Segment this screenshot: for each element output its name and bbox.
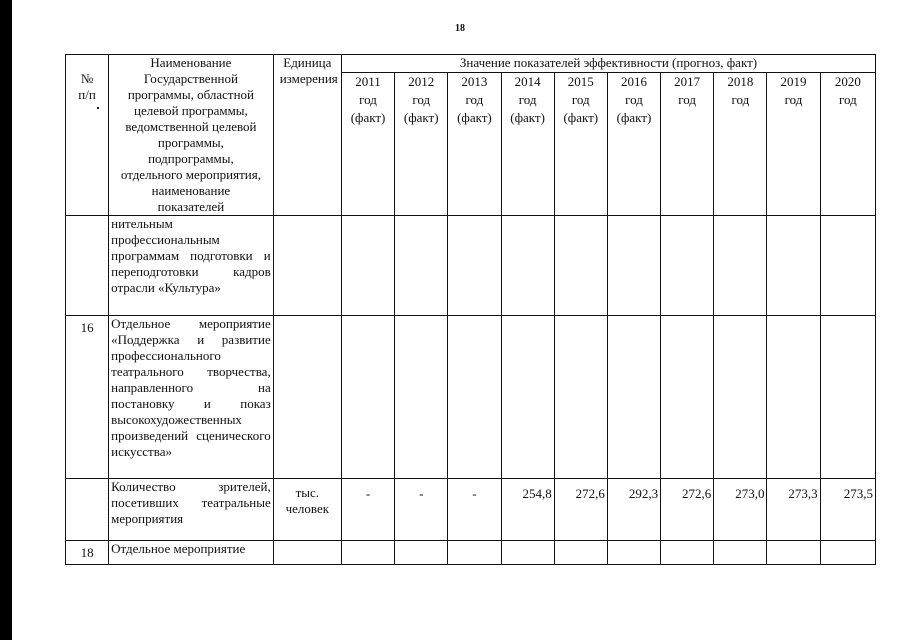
value-cell-2014 (501, 316, 554, 479)
value-cell-2015 (554, 216, 607, 316)
header-year-word: год (465, 92, 484, 107)
header-year-word: год (625, 92, 643, 107)
header-year-year: 2016 (620, 74, 647, 89)
header-name (109, 55, 274, 216)
row-unit: тыс. человек (273, 479, 341, 541)
header-year-word: год (412, 92, 431, 107)
header-unit (273, 55, 341, 216)
header-year-2011 (341, 73, 394, 216)
header-year-year: 2012 (408, 74, 435, 89)
value-cell-2012 (395, 216, 448, 316)
header-year-word: год (518, 92, 537, 107)
header-year-2016 (607, 73, 660, 216)
table-row (66, 316, 876, 479)
row-name: Отдельное мероприятие (109, 541, 274, 565)
header-num (66, 55, 109, 216)
header-year-year: 2013 (461, 74, 488, 89)
value-cell-2012 (395, 316, 448, 479)
value-cell-2013: - (448, 479, 501, 541)
indicators-table (65, 54, 876, 565)
value-cell-2015 (554, 316, 607, 479)
value-cell-2015 (554, 541, 607, 565)
value-cell-2014: 254,8 (501, 479, 554, 541)
header-year-year: 2020 (834, 74, 861, 89)
header-year-2019 (767, 73, 820, 216)
header-unit-text: Единица измерения (279, 55, 338, 86)
table-body (66, 216, 876, 565)
header-year-year: 2017 (674, 74, 701, 89)
row-number (66, 216, 109, 316)
value-cell-2019: 273,3 (767, 479, 820, 541)
header-year-2020 (820, 73, 875, 216)
row-name: Количество зрителей, посетивших театральные мероприятия (109, 479, 274, 541)
value-cell-2016 (607, 541, 660, 565)
value-cell-2013 (448, 541, 501, 565)
table-row (66, 541, 876, 565)
header-year-word: год (784, 92, 803, 107)
header-num-text: № п/п (78, 71, 96, 102)
value-cell-2013 (448, 316, 501, 479)
value-cell-2020 (820, 216, 875, 316)
value-cell-2014 (501, 216, 554, 316)
value-cell-2017 (661, 316, 714, 479)
header-year-2017 (661, 73, 714, 216)
value-cell-2011 (341, 316, 394, 479)
table-row (66, 479, 876, 541)
value-cell-2019 (767, 216, 820, 316)
header-year-2015 (554, 73, 607, 216)
header-year-word: год (678, 92, 697, 107)
value-cell-2019 (767, 316, 820, 479)
header-year-note: (факт) (457, 110, 492, 125)
header-year-word: год (359, 92, 377, 107)
value-cell-2015: 272,6 (554, 479, 607, 541)
header-year-year: 2018 (727, 74, 754, 89)
value-cell-2019 (767, 541, 820, 565)
header-year-word: год (731, 92, 750, 107)
page-number: 18 (455, 23, 465, 34)
header-values-group-text: Значение показателей эффективности (прогноз, факт) (459, 55, 758, 70)
header-name-text: Наименование Государственной программы, областной целевой программы, ведомственной целевой программы, подпрограммы, отдельного мероприятия, наименование показателей (120, 55, 261, 214)
value-cell-2016 (607, 316, 660, 479)
header-year-year: 2011 (355, 74, 381, 89)
value-cell-2012 (395, 541, 448, 565)
value-cell-2018 (714, 216, 767, 316)
value-cell-2011 (341, 541, 394, 565)
value-cell-2017: 272,6 (661, 479, 714, 541)
header-year-2014 (501, 73, 554, 216)
header-year-word: год (838, 92, 857, 107)
header-year-year: 2014 (514, 74, 541, 89)
header-year-note: (факт) (616, 110, 652, 125)
row-number: 18 (66, 541, 109, 565)
value-cell-2020 (820, 316, 875, 479)
value-cell-2018 (714, 316, 767, 479)
row-name: Отдельное мероприятие «Поддержка и развитие профессионального театрального творчества, направленного на постановку и показ высокохудожественных произведений сценического искусства» (109, 316, 274, 479)
value-cell-2017 (661, 216, 714, 316)
row-unit (273, 316, 341, 479)
row-name: нительным профессиональным программам подготовки и переподготовки кадров отрасли «Культура» (109, 216, 274, 316)
header-year-word: год (571, 92, 590, 107)
header-year-note: (факт) (350, 110, 386, 125)
value-cell-2014 (501, 541, 554, 565)
header-values-group (341, 55, 875, 73)
value-cell-2011: - (341, 479, 394, 541)
row-number: 16 (66, 316, 109, 479)
header-year-note: (факт) (563, 110, 599, 125)
row-number (66, 479, 109, 541)
row-unit (273, 541, 341, 565)
row-unit (273, 216, 341, 316)
header-year-year: 2015 (567, 74, 594, 89)
header-year-note: (факт) (403, 110, 439, 125)
value-cell-2012: - (395, 479, 448, 541)
value-cell-2011 (341, 216, 394, 316)
scan-edge-bar (0, 0, 12, 640)
header-year-note: (факт) (510, 110, 545, 125)
header-year-2013 (448, 73, 501, 216)
table-row (66, 216, 876, 316)
header-year-year: 2019 (780, 74, 807, 89)
value-cell-2013 (448, 216, 501, 316)
value-cell-2016: 292,3 (607, 479, 660, 541)
header-year-2012 (395, 73, 448, 216)
header-year-2018 (714, 73, 767, 216)
value-cell-2020: 273,5 (820, 479, 875, 541)
value-cell-2018: 273,0 (714, 479, 767, 541)
value-cell-2020 (820, 541, 875, 565)
value-cell-2017 (661, 541, 714, 565)
value-cell-2016 (607, 216, 660, 316)
value-cell-2018 (714, 541, 767, 565)
